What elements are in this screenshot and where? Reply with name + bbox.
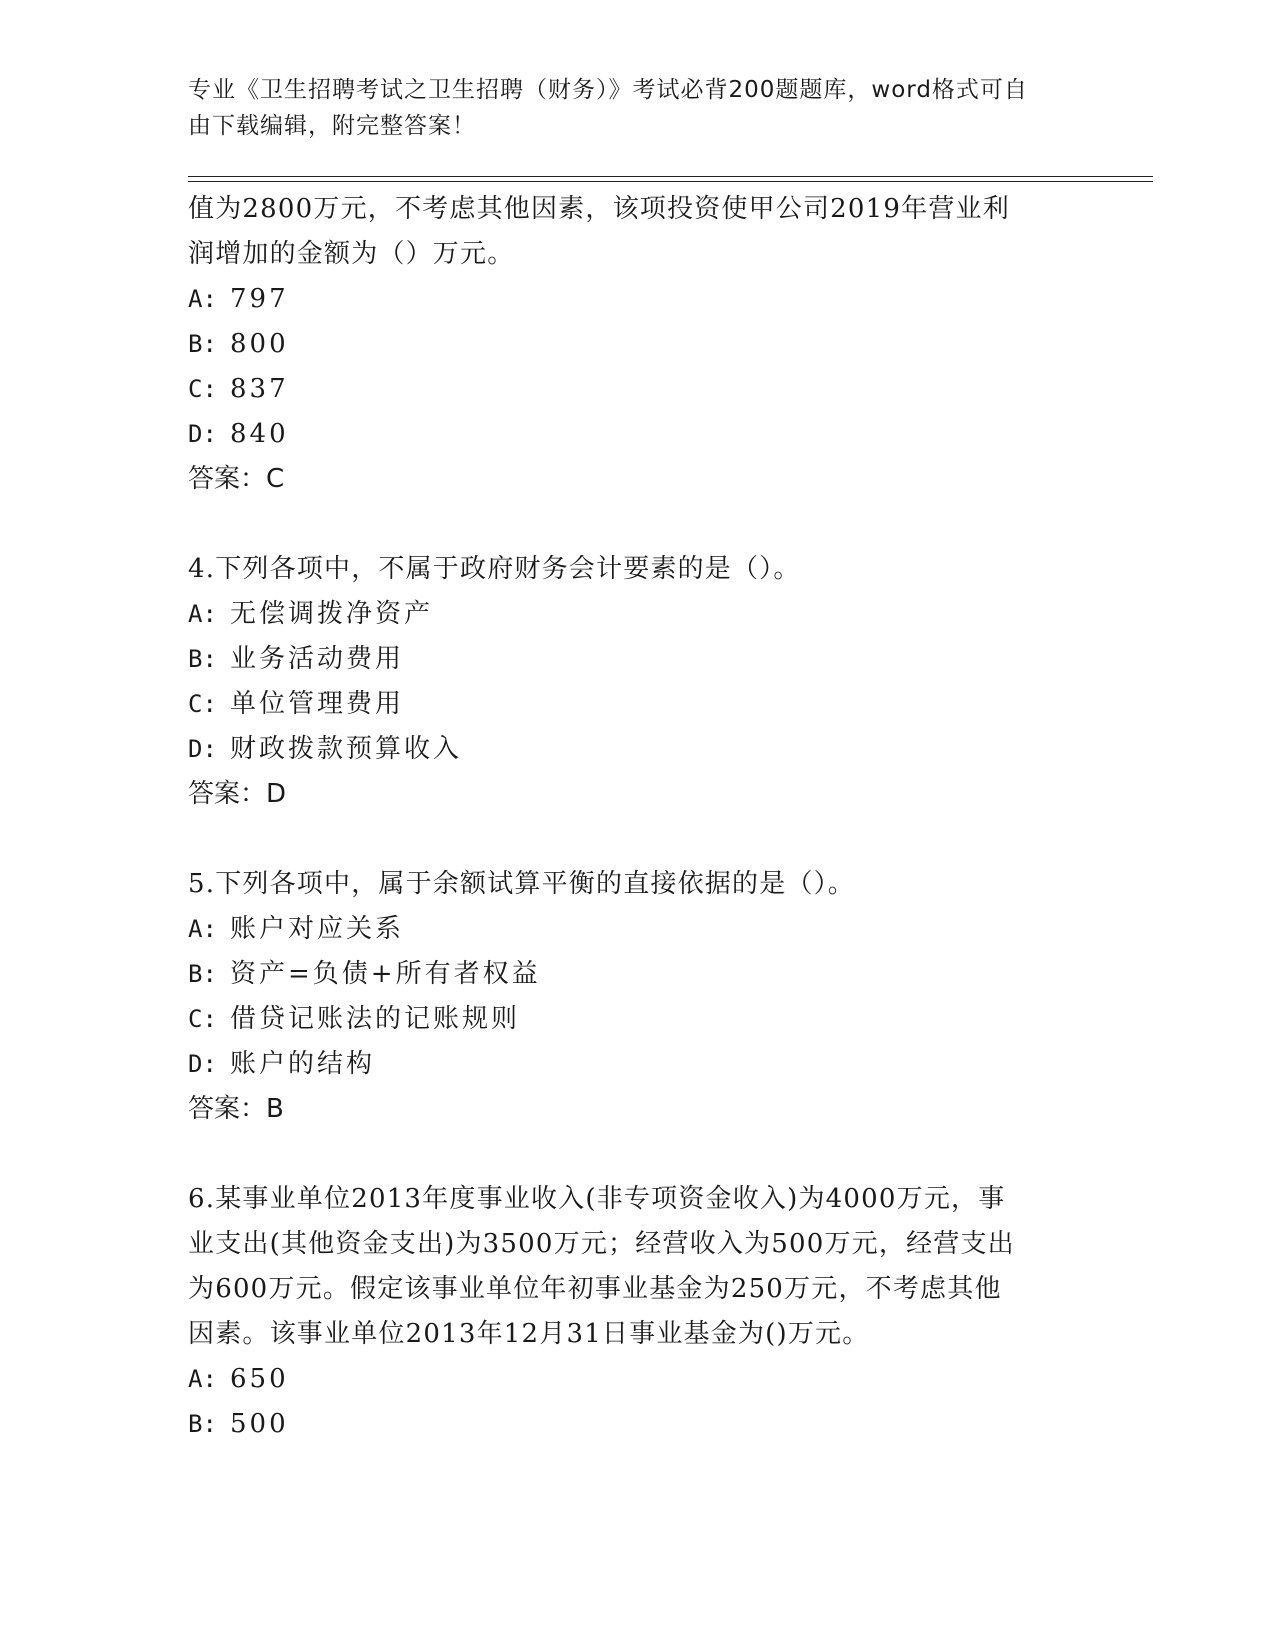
question-3-answer: 答案：C [188, 464, 285, 494]
question-3-option-c [188, 367, 1088, 412]
question-4-answer: 答案：D [188, 779, 287, 809]
header-title-line-2: 由下载编辑，附完整答案！ [188, 113, 476, 139]
question-3-text-line-1: 值为2800万元，不考虑其他因素，该项投资使甲公司2019年营业利 [188, 194, 1010, 224]
spacer [188, 1132, 1088, 1177]
question-6-text-line-1: 6.某事业单位2013年度事业收入(非专项资金收入)为4000万元，事 [188, 1184, 1006, 1214]
question-6-text-line-3: 为600万元。假定该事业单位年初事业基金为250万元，不考虑其他 [188, 1274, 1002, 1304]
option-key: B: [188, 645, 217, 673]
question-4-option-a [188, 592, 1088, 637]
spacer [188, 502, 1088, 547]
question-6 [188, 1177, 1088, 1447]
question-6-text-line-4: 因素。该事业单位2013年12月31日事业基金为()万元。 [188, 1319, 870, 1349]
option-key: C: [188, 690, 217, 718]
question-5-option-a [188, 907, 1088, 952]
option-text: 账户对应关系 [230, 914, 405, 944]
option-key: D: [188, 420, 217, 448]
question-5-option-b [188, 952, 1088, 997]
option-text: 无偿调拨净资产 [230, 599, 434, 629]
option-key: B: [188, 1410, 217, 1438]
question-5-option-d [188, 1042, 1088, 1087]
option-text: 财政拨款预算收入 [230, 734, 463, 764]
question-6-option-a [188, 1357, 1088, 1402]
question-6-text-line-2: 业支出(其他资金支出)为3500万元；经营收入为500万元，经营支出 [188, 1229, 1015, 1259]
question-list [188, 187, 1088, 1447]
question-5-text-line-1: 5.下列各项中，属于余额试算平衡的直接依据的是（）。 [188, 869, 856, 899]
option-text: 797 [230, 284, 289, 314]
option-text: 837 [230, 374, 289, 404]
question-5-answer: 答案：B [188, 1094, 284, 1124]
question-4-option-d [188, 727, 1088, 772]
option-key: A: [188, 285, 217, 313]
question-6-option-b [188, 1402, 1088, 1447]
option-key: C: [188, 375, 217, 403]
option-text: 800 [230, 329, 289, 359]
question-3-option-a [188, 277, 1088, 322]
option-text: 840 [230, 419, 289, 449]
option-key: A: [188, 915, 217, 943]
option-key: B: [188, 960, 217, 988]
option-text: 业务活动费用 [230, 644, 405, 674]
option-key: A: [188, 1365, 217, 1393]
question-3-option-b [188, 322, 1088, 367]
document-header [188, 72, 1068, 144]
question-4-option-b [188, 637, 1088, 682]
question-3-text-line-2: 润增加的金额为（）万元。 [188, 239, 515, 269]
question-5 [188, 862, 1088, 1132]
option-key: A: [188, 600, 217, 628]
header-title-line-1: 专业《卫生招聘考试之卫生招聘（财务）》考试必背200题题库，word格式可自 [188, 77, 1028, 103]
option-key: B: [188, 330, 217, 358]
option-text: 650 [230, 1364, 289, 1394]
option-text: 资产=负债+所有者权益 [230, 959, 541, 989]
question-4-text-line-1: 4.下列各项中，不属于政府财务会计要素的是（）。 [188, 554, 801, 584]
header-divider-bottom [188, 181, 1153, 182]
question-4 [188, 547, 1088, 817]
option-key: D: [188, 735, 217, 763]
spacer [188, 817, 1088, 862]
option-text: 500 [230, 1409, 289, 1439]
option-key: D: [188, 1050, 217, 1078]
question-3-option-d [188, 412, 1088, 457]
question-4-option-c [188, 682, 1088, 727]
option-key: C: [188, 1005, 217, 1033]
question-5-option-c [188, 997, 1088, 1042]
header-divider-top [188, 176, 1153, 177]
question-3 [188, 187, 1088, 502]
option-text: 账户的结构 [230, 1049, 376, 1079]
option-text: 借贷记账法的记账规则 [230, 1004, 521, 1034]
option-text: 单位管理费用 [230, 689, 405, 719]
